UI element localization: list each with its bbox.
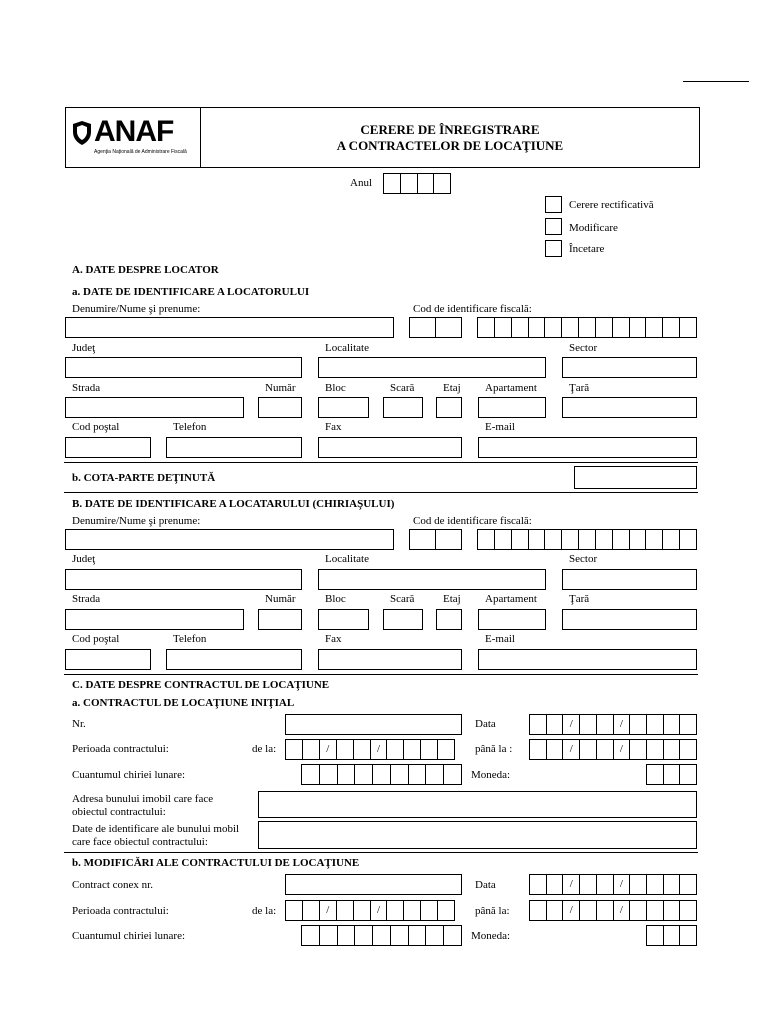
locator-numar-input[interactable] xyxy=(258,397,302,418)
divider-2 xyxy=(64,492,698,493)
contract-data-label: Data xyxy=(475,718,496,730)
cuantum-b-input[interactable] xyxy=(301,925,462,946)
cota-parte-input[interactable] xyxy=(574,466,697,489)
perioada-de-la-input[interactable]: / / xyxy=(285,739,455,760)
locatar-localitate-input[interactable] xyxy=(318,569,546,590)
title-line-1: CERERE DE ÎNREGISTRARE xyxy=(360,122,540,137)
locator-judet-input[interactable] xyxy=(65,357,302,378)
locatar-cif-input-a[interactable] xyxy=(409,529,462,550)
locator-fax-label: Fax xyxy=(325,421,342,433)
logo-text: ANAF xyxy=(94,115,174,148)
locator-name-input[interactable] xyxy=(65,317,394,338)
locatar-fax-label: Fax xyxy=(325,633,342,645)
locatar-sector-label: Sector xyxy=(569,553,598,565)
perioada-b-label: Perioada contractului: xyxy=(72,905,169,917)
title-line-2: A CONTRACTELOR DE LOCAŢIUNE xyxy=(336,138,564,153)
locatar-email-input[interactable] xyxy=(478,649,697,670)
locatar-bloc-label: Bloc xyxy=(325,593,346,605)
locator-apartament-label: Apartament xyxy=(485,382,537,394)
pana-la-b-label: până la: xyxy=(475,905,510,917)
conex-data-label: Data xyxy=(475,879,496,891)
contract-data-input[interactable]: / / xyxy=(529,714,697,735)
locatar-judet-input[interactable] xyxy=(65,569,302,590)
locatar-cif-label: Cod de identificare fiscală: xyxy=(413,515,532,527)
locator-bloc-input[interactable] xyxy=(318,397,369,418)
modificare-checkbox[interactable] xyxy=(545,218,562,235)
divider-4 xyxy=(64,852,698,853)
perioada-b-pana-la-input[interactable]: / / xyxy=(529,900,697,921)
conex-data-input[interactable]: / / xyxy=(529,874,697,895)
locatar-telefon-input[interactable] xyxy=(166,649,302,670)
locator-telefon-label: Telefon xyxy=(173,421,207,433)
locator-scara-input[interactable] xyxy=(383,397,423,418)
locatar-scara-label: Scară xyxy=(390,593,415,605)
form-title xyxy=(200,122,700,154)
section-c-title: C. DATE DESPRE CONTRACTUL DE LOCAŢIUNE xyxy=(72,679,330,691)
locatar-numar-label: Număr xyxy=(265,593,296,605)
conex-label: Contract conex nr. xyxy=(72,879,153,891)
locatar-cif-input-b[interactable] xyxy=(477,529,697,550)
section-a-title: A. DATE DESPRE LOCATOR xyxy=(72,264,219,276)
locator-judet-label: Judeţ xyxy=(72,342,96,354)
locator-bloc-label: Bloc xyxy=(325,382,346,394)
locatar-telefon-label: Telefon xyxy=(173,633,207,645)
locator-strada-label: Strada xyxy=(72,382,101,394)
section-a-sub-a: a. DATE DE IDENTIFICARE A LOCATORULUI xyxy=(72,286,310,298)
contract-nr-input[interactable] xyxy=(285,714,462,735)
locatar-apartament-input[interactable] xyxy=(478,609,546,630)
conex-input[interactable] xyxy=(285,874,462,895)
perioada-label: Perioada contractului: xyxy=(72,743,169,755)
section-c-sub-a: a. CONTRACTUL DE LOCAŢIUNE INIŢIAL xyxy=(72,697,295,709)
rectificativa-label: Cerere rectificativă xyxy=(569,199,654,211)
pana-la-label: până la : xyxy=(475,743,513,755)
perioada-pana-la-input[interactable]: / / xyxy=(529,739,697,760)
incetare-checkbox[interactable] xyxy=(545,240,562,257)
locatar-tara-input[interactable] xyxy=(562,609,697,630)
locatar-name-label: Denumire/Nume şi prenume: xyxy=(72,515,201,527)
adresa-label xyxy=(72,793,213,819)
locatar-tara-label: Ţară xyxy=(569,593,590,605)
locator-localitate-label: Localitate xyxy=(325,342,369,354)
locator-cod-postal-label: Cod poştal xyxy=(72,421,120,433)
mobil-label-1: Date de identificare ale bunului mobil xyxy=(72,823,240,835)
shield-icon xyxy=(72,120,92,146)
locator-strada-input[interactable] xyxy=(65,397,244,418)
locator-sector-input[interactable] xyxy=(562,357,697,378)
locator-cif-input-a[interactable] xyxy=(409,317,462,338)
adresa-label-2: obiectul contractului: xyxy=(72,806,166,818)
cuantum-input[interactable] xyxy=(301,764,462,785)
locator-etaj-label: Etaj xyxy=(443,382,461,394)
moneda-label: Moneda: xyxy=(471,769,511,781)
locator-tara-input[interactable] xyxy=(562,397,697,418)
locator-tara-label: Ţară xyxy=(569,382,590,394)
de-la-b-label: de la: xyxy=(252,905,277,917)
modificare-label: Modificare xyxy=(569,222,618,234)
locatar-localitate-label: Localitate xyxy=(325,553,369,565)
locator-fax-input[interactable] xyxy=(318,437,462,458)
section-a-sub-b: b. COTA-PARTE DEŢINUTĂ xyxy=(72,472,216,484)
locator-cif-input-b[interactable] xyxy=(477,317,697,338)
cuantum-label: Cuantumul chiriei lunare: xyxy=(72,769,186,781)
locatar-numar-input[interactable] xyxy=(258,609,302,630)
locatar-name-input[interactable] xyxy=(65,529,394,550)
year-input[interactable] xyxy=(383,173,451,194)
adresa-input[interactable] xyxy=(258,791,697,818)
mobil-label xyxy=(72,823,239,849)
anaf-logo xyxy=(72,115,198,160)
locatar-cod-postal-input[interactable] xyxy=(65,649,151,670)
rectificativa-checkbox[interactable] xyxy=(545,196,562,213)
section-b-title: B. DATE DE IDENTIFICARE A LOCATARULUI (CHIRIAŞULUI) xyxy=(72,498,395,510)
moneda-b-label: Moneda: xyxy=(471,930,511,942)
locatar-strada-label: Strada xyxy=(72,593,101,605)
locatar-email-label: E-mail xyxy=(485,633,515,645)
locatar-fax-input[interactable] xyxy=(318,649,462,670)
section-c-sub-b: b. MODIFICĂRI ALE CONTRACTULUI DE LOCAŢIUNE xyxy=(72,857,360,869)
locator-cod-postal-input[interactable] xyxy=(65,437,151,458)
locatar-strada-input[interactable] xyxy=(65,609,244,630)
locator-email-input[interactable] xyxy=(478,437,697,458)
divider-1 xyxy=(64,462,698,463)
locatar-etaj-label: Etaj xyxy=(443,593,461,605)
locator-sector-label: Sector xyxy=(569,342,598,354)
perioada-b-de-la-input[interactable]: / / xyxy=(285,900,455,921)
locator-email-label: E-mail xyxy=(485,421,515,433)
contract-nr-label: Nr. xyxy=(72,718,86,730)
top-right-line xyxy=(683,81,749,82)
adresa-label-1: Adresa bunului imobil care face xyxy=(72,793,214,805)
locatar-etaj-input[interactable] xyxy=(436,609,462,630)
moneda-input[interactable] xyxy=(646,764,697,785)
mobil-label-2: care face obiectul contractului: xyxy=(72,836,208,848)
locator-cif-label: Cod de identificare fiscală: xyxy=(413,303,532,315)
locator-etaj-input[interactable] xyxy=(436,397,462,418)
locatar-scara-input[interactable] xyxy=(383,609,423,630)
year-label: Anul xyxy=(350,177,372,189)
locator-name-label: Denumire/Nume şi prenume: xyxy=(72,303,201,315)
locator-numar-label: Număr xyxy=(265,382,296,394)
cuantum-b-label: Cuantumul chiriei lunare: xyxy=(72,930,186,942)
divider-3 xyxy=(64,674,698,675)
locatar-judet-label: Judeţ xyxy=(72,553,96,565)
locator-scara-label: Scară xyxy=(390,382,415,394)
locatar-cod-postal-label: Cod poştal xyxy=(72,633,120,645)
locator-apartament-input[interactable] xyxy=(478,397,546,418)
locatar-apartament-label: Apartament xyxy=(485,593,537,605)
locatar-sector-input[interactable] xyxy=(562,569,697,590)
logo-subtitle: Agenţia Naţională de Administrare Fiscală xyxy=(94,149,187,155)
de-la-label: de la: xyxy=(252,743,277,755)
locator-telefon-input[interactable] xyxy=(166,437,302,458)
locator-localitate-input[interactable] xyxy=(318,357,546,378)
moneda-b-input[interactable] xyxy=(646,925,697,946)
mobil-input[interactable] xyxy=(258,821,697,849)
locatar-bloc-input[interactable] xyxy=(318,609,369,630)
incetare-label: Încetare xyxy=(569,243,605,255)
